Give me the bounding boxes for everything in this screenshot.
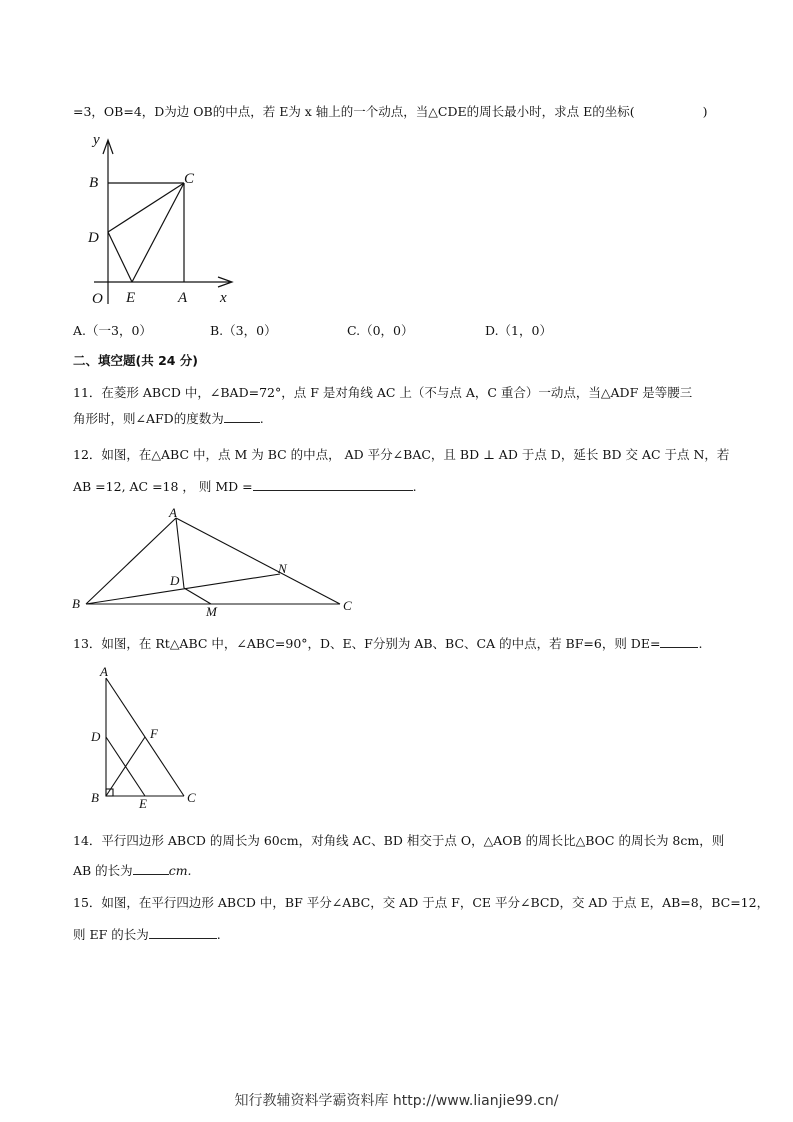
- q12-line1: 12．如图，在△ABC 中，点 M 为 BC 的中点， AD 平分∠BAC，且 BD ⊥ AD 于点 D，延长 BD 交 AC 于点 N，若: [73, 447, 730, 462]
- label-C: C: [184, 171, 195, 187]
- q15-line1: 15．如图，在平行四边形 ABCD 中，BF 平分∠ABC，交 AD 于点 F，CE 平分∠BCD，交 AD 于点 E，AB=8，BC=12，: [73, 895, 770, 910]
- q10-option-a: A.（一3，0）: [73, 323, 152, 338]
- segment-EC: [132, 183, 184, 282]
- segment-DC: [108, 183, 184, 232]
- label-D: D: [91, 729, 101, 744]
- q11-line1: 11．在菱形 ABCD 中，∠BAD=72°，点 F 是对角线 AC 上（不与点 A，C 重合）一动点，当△ADF 是等腰三: [73, 385, 693, 400]
- label-B: B: [89, 175, 99, 191]
- label-C: C: [187, 790, 196, 805]
- q14-line2: AB 的长为 cm.: [73, 863, 192, 878]
- label-O: O: [92, 291, 103, 307]
- q10-stem: =3，OB=4，D为边 OB的中点，若 E为 x 轴上的一个动点，当△CDE的周长最小时，求点 E的坐标( ): [73, 104, 708, 119]
- q12-figure: [66, 504, 366, 622]
- q11-line2: 角形时，则∠AFD的度数为 .: [73, 411, 264, 426]
- label-N: N: [278, 561, 287, 576]
- label-x: x: [220, 290, 227, 306]
- label-A: A: [100, 664, 108, 679]
- label-D: D: [88, 230, 99, 246]
- label-A: A: [169, 505, 177, 520]
- q14-answer-blank[interactable]: [133, 862, 169, 875]
- segment-DM: [184, 588, 211, 604]
- q12-line2: AB =12, AC =18 ， 则 MD = .: [73, 479, 417, 494]
- label-E: E: [126, 290, 136, 306]
- q10-option-c: C.（0，0）: [347, 323, 414, 338]
- q15-line2: 则 EF 的长为 .: [73, 927, 221, 942]
- section-heading: 二、填空题(共 24 分): [73, 353, 199, 368]
- q15-answer-blank[interactable]: [149, 926, 217, 939]
- page-footer: 知行教辅资料学霸资料库 http://www.lianjie99.cn/: [234, 1093, 559, 1109]
- q13-line1: 13．如图，在 Rt△ABC 中，∠ABC=90°，D、E、F分别为 AB、BC、CA 的中点，若 BF=6，则 DE= .: [73, 636, 703, 651]
- q10-option-b: B.（3，0）: [210, 323, 277, 338]
- q10-option-d: D.（1，0）: [485, 323, 552, 338]
- label-B: B: [72, 596, 80, 611]
- q14-line1: 14．平行四边形 ABCD 的周长为 60cm，对角线 AC、BD 相交于点 O，△AOB 的周长比△BOC 的周长为 8cm，则: [73, 833, 725, 848]
- label-F: F: [150, 726, 158, 741]
- q13-figure: [86, 662, 206, 810]
- q10-figure: [80, 128, 250, 310]
- label-E: E: [139, 796, 147, 810]
- q11-answer-blank[interactable]: [224, 410, 260, 423]
- segment-AC: [176, 518, 340, 604]
- label-C: C: [343, 598, 352, 613]
- segment-DE: [108, 232, 132, 282]
- label-A: A: [178, 290, 188, 306]
- segment-AB: [86, 518, 176, 604]
- label-D: D: [170, 573, 180, 588]
- label-B: B: [91, 790, 99, 805]
- q12-answer-blank[interactable]: [253, 478, 413, 491]
- q13-answer-blank[interactable]: [660, 635, 698, 648]
- label-M: M: [206, 604, 217, 619]
- label-y: y: [93, 132, 100, 148]
